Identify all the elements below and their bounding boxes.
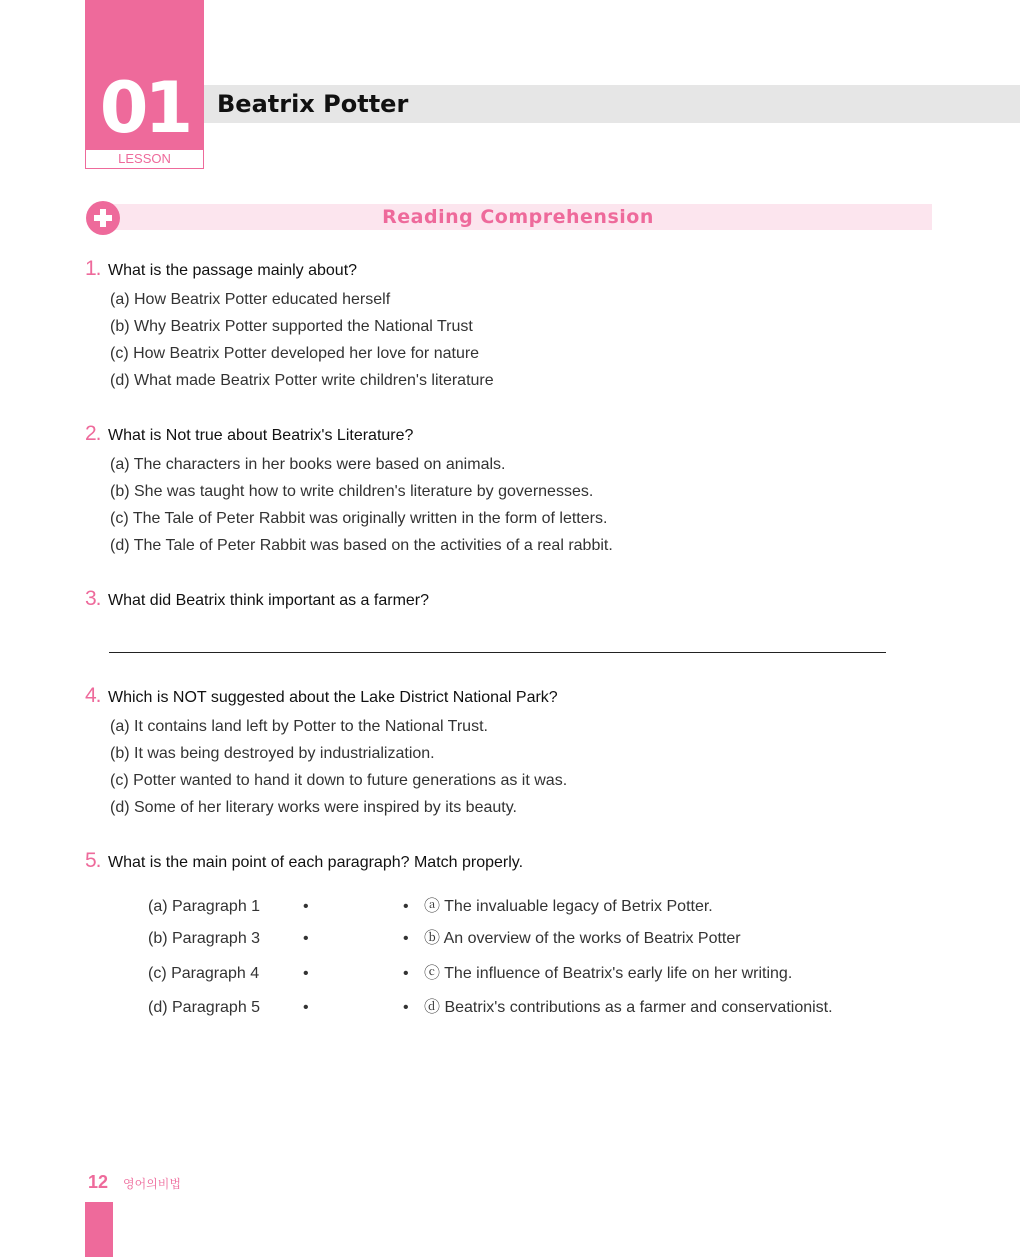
section-header — [104, 204, 932, 230]
question-5 — [85, 849, 523, 873]
answer-option: (c) How Beatrix Potter developed her love for nature — [110, 345, 480, 362]
question-number: 3. — [85, 587, 101, 610]
page-title: Beatrix Potter — [217, 90, 409, 118]
answer-option: (b) She was taught how to write children's literature by governesses. — [110, 483, 594, 500]
question-text: Which is NOT suggested about the Lake District National Park? — [108, 689, 558, 706]
footer-accent-bar — [85, 1202, 113, 1257]
question-text: What is Not true about Beatrix's Literature? — [108, 427, 414, 444]
answer-option: (c) Potter wanted to hand it down to future generations as it was. — [110, 772, 568, 789]
question-number: 1. — [85, 257, 101, 280]
answer-option: (a) It contains land left by Potter to the National Trust. — [110, 718, 488, 735]
question-text: What is the passage mainly about? — [108, 262, 358, 279]
match-left-label: (c) Paragraph 4 — [148, 965, 260, 982]
answer-option: (a) The characters in her books were based on animals. — [110, 456, 506, 473]
match-right-label: ⓐ The invaluable legacy of Betrix Potter. — [424, 898, 713, 915]
match-dot-left[interactable]: • — [303, 965, 309, 982]
answer-option: (b) It was being destroyed by industrialization. — [110, 745, 435, 762]
question-3 — [85, 587, 429, 611]
match-left-label: (b) Paragraph 3 — [148, 930, 261, 947]
answer-option: (b) Why Beatrix Potter supported the National Trust — [110, 318, 473, 335]
question-number: 5. — [85, 849, 101, 872]
match-dot-right[interactable]: • — [403, 965, 409, 982]
answer-option: (c) The Tale of Peter Rabbit was originally written in the form of letters. — [110, 510, 608, 527]
question-1 — [85, 257, 494, 394]
match-left-label: (d) Paragraph 5 — [148, 999, 261, 1016]
answer-option: (a) How Beatrix Potter educated herself — [110, 291, 391, 308]
plus-circle-icon — [86, 201, 120, 235]
answer-option: (d) The Tale of Peter Rabbit was based on the activities of a real rabbit. — [110, 537, 613, 554]
footer-text: 영어의비법 — [123, 1177, 181, 1191]
match-dot-left[interactable]: • — [303, 898, 309, 915]
answer-line[interactable] — [109, 652, 886, 653]
question-text: What is the main point of each paragraph? Match properly. — [108, 854, 524, 871]
match-dot-right[interactable]: • — [403, 999, 409, 1016]
match-right-label: ⓒ The influence of Beatrix's early life on her writing. — [424, 965, 793, 982]
match-right-label: ⓓ Beatrix's contributions as a farmer and conservationist. — [424, 999, 833, 1016]
match-dot-right[interactable]: • — [403, 930, 409, 947]
page-number: 12 — [88, 1172, 109, 1192]
question-number: 2. — [85, 422, 101, 445]
title-bar — [204, 85, 1020, 123]
question-number: 4. — [85, 684, 101, 707]
lesson-label: LESSON — [85, 150, 204, 169]
lesson-number: 01 — [99, 67, 190, 149]
lesson-badge — [85, 0, 204, 150]
question-text: What did Beatrix think important as a farmer? — [108, 592, 430, 609]
question-4 — [85, 684, 567, 821]
match-dot-right[interactable]: • — [403, 898, 409, 915]
question-2 — [85, 422, 613, 559]
section-title: Reading Comprehension — [382, 206, 654, 228]
match-dot-left[interactable]: • — [303, 999, 309, 1016]
answer-option: (d) Some of her literary works were inspired by its beauty. — [110, 799, 517, 816]
match-left-label: (a) Paragraph 1 — [148, 898, 261, 915]
match-right-label: ⓑ An overview of the works of Beatrix Potter — [424, 930, 741, 947]
answer-option: (d) What made Beatrix Potter write children's literature — [110, 372, 494, 389]
match-dot-left[interactable]: • — [303, 930, 309, 947]
